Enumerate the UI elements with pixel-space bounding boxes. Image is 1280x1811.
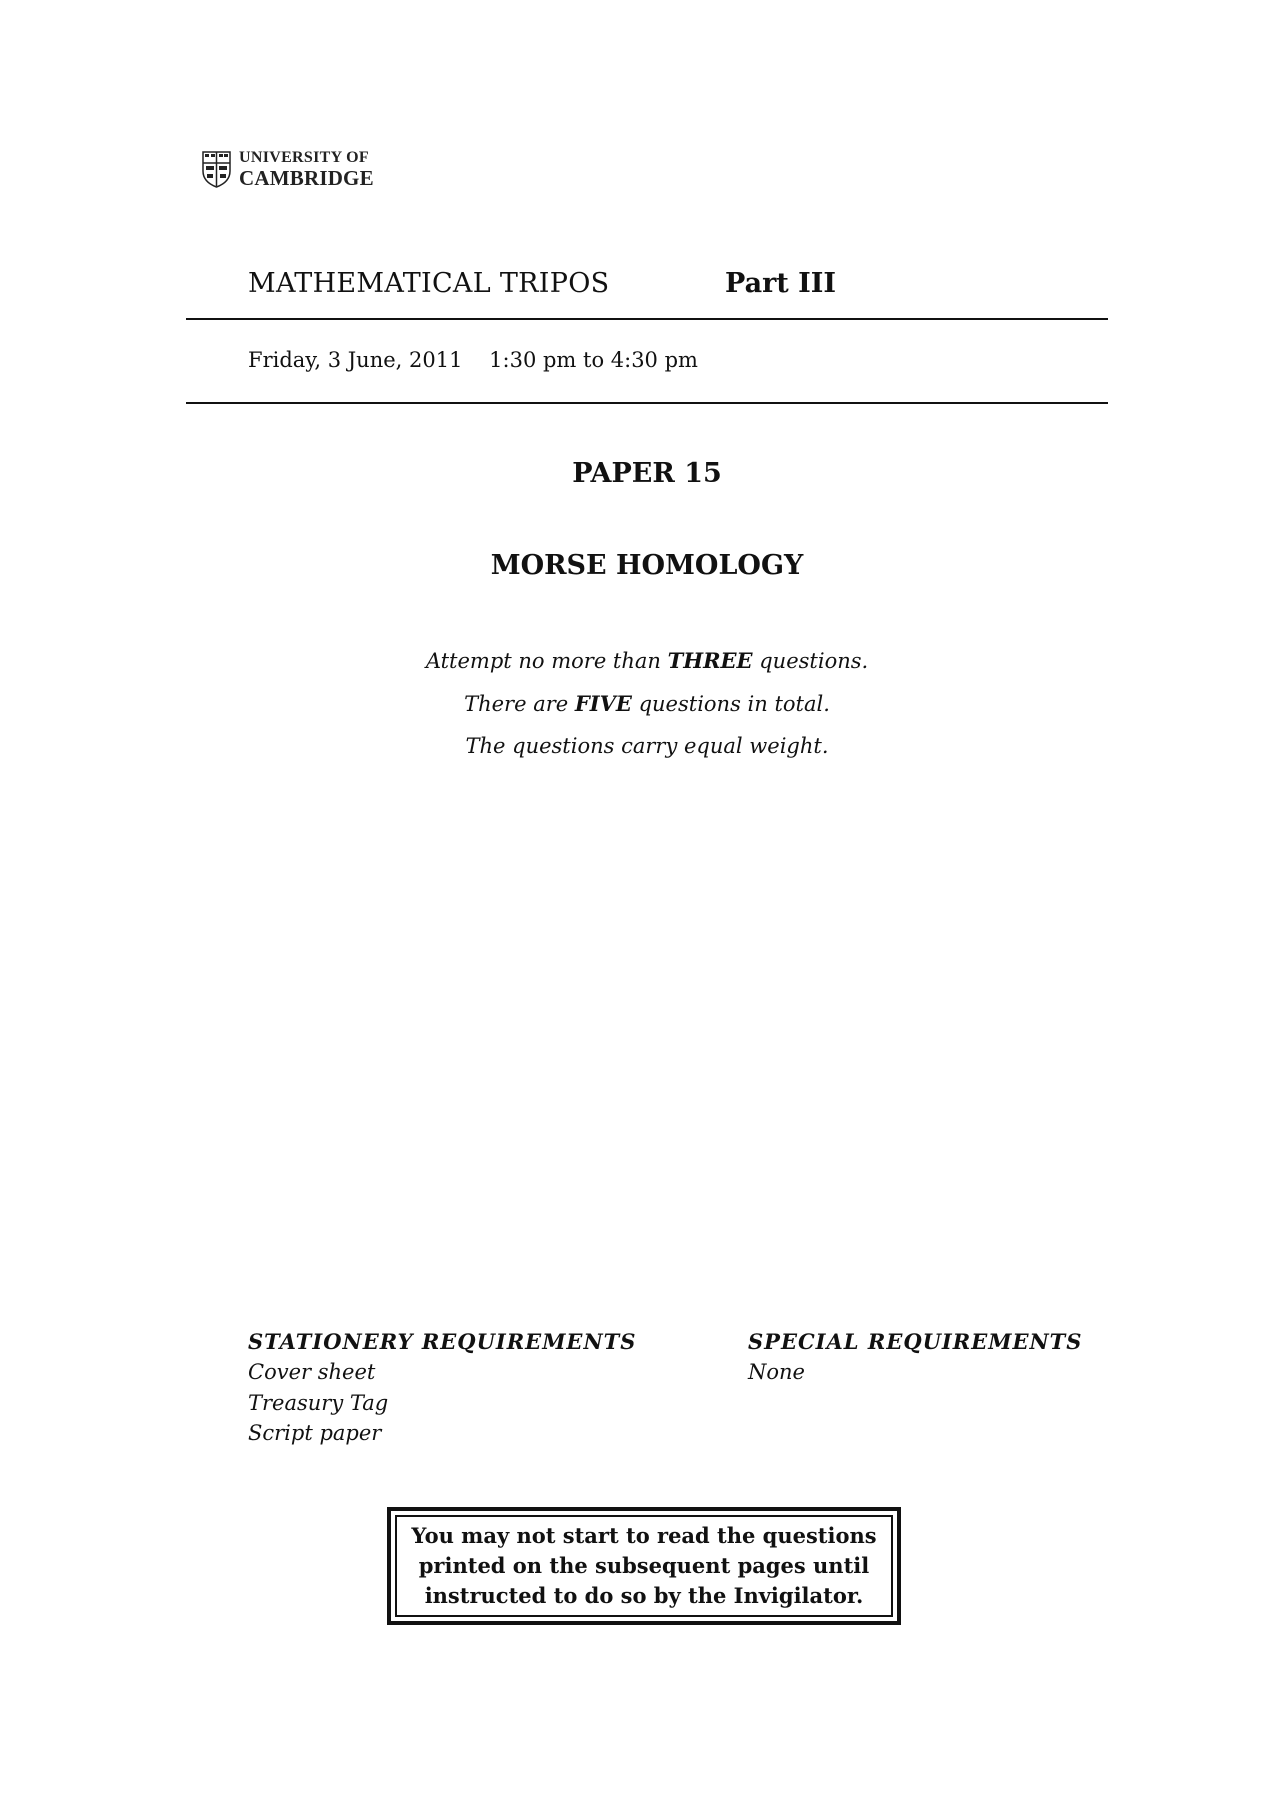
invigilator-notice-box — [387, 1507, 901, 1625]
paper-number: PAPER 15 — [572, 458, 722, 489]
top-rule — [186, 318, 1108, 320]
notice-line: printed on the subsequent pages until — [418, 1553, 870, 1578]
stationery-item: Treasury Tag — [248, 1391, 389, 1415]
invigilator-notice-inner — [395, 1515, 893, 1617]
instruction-line-2-emph: FIVE — [574, 691, 632, 716]
stationery-item: Script paper — [248, 1421, 382, 1445]
notice-line: You may not start to read the questions — [411, 1523, 877, 1548]
instruction-line-3: The questions carry equal weight. — [465, 734, 829, 758]
university-logo — [202, 150, 374, 189]
exam-part: Part III — [725, 268, 837, 299]
university-shield-icon — [202, 151, 231, 188]
stationery-item: Cover sheet — [248, 1360, 376, 1384]
instruction-line-1-after: questions. — [752, 649, 869, 673]
logo-line-1: UNIVERSITY OF — [239, 149, 369, 166]
instruction-line-1-before: Attempt no more than — [425, 649, 668, 673]
instruction-line-2-before: There are — [464, 692, 575, 716]
instruction-line-1 — [186, 648, 1108, 673]
special-requirements-title: SPECIAL REQUIREMENTS — [748, 1329, 1083, 1354]
instruction-line-2 — [186, 691, 1108, 716]
instruction-line-1-emph: THREE — [667, 648, 753, 673]
special-item: None — [748, 1360, 805, 1384]
logo-wordmark — [239, 150, 374, 189]
logo-line-2: CAMBRIDGE — [239, 166, 374, 190]
stationery-requirements-title: STATIONERY REQUIREMENTS — [248, 1329, 637, 1354]
exam-title: MATHEMATICAL TRIPOS — [248, 268, 610, 299]
notice-line: instructed to do so by the Invigilator. — [424, 1583, 864, 1608]
paper-subject: MORSE HOMOLOGY — [490, 550, 804, 581]
instruction-line-2-after: questions in total. — [631, 692, 830, 716]
exam-datetime: Friday, 3 June, 2011 1:30 pm to 4:30 pm — [248, 348, 698, 372]
bottom-rule — [186, 402, 1108, 404]
